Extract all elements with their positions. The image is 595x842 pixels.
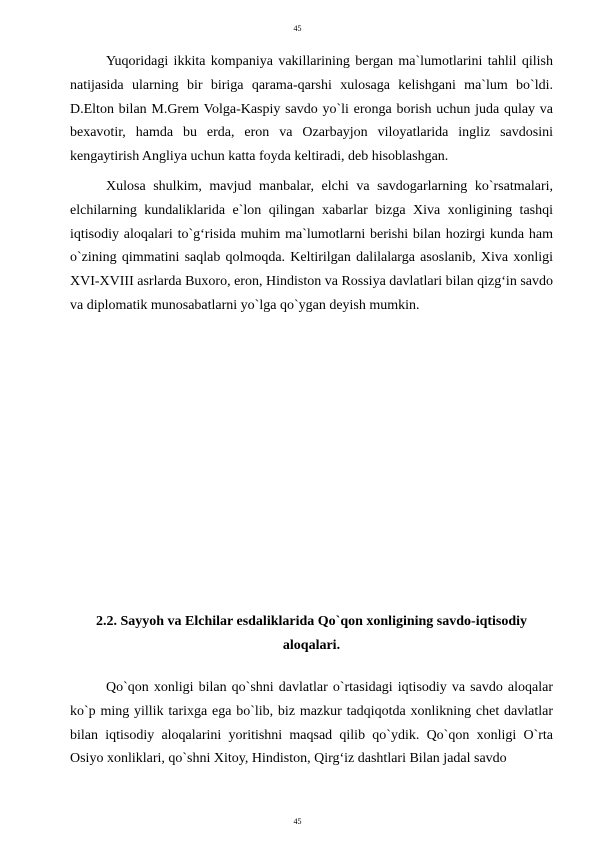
page-number-bottom: 45 <box>293 817 302 826</box>
paragraph-2: Xulosa shulkim, mavjud manbalar, elchi va savdogarlarning ko`rsatmalari, elchilarning kundaliklarida e`lon qilingan xabarlar bizga Xiva xonligining tashqi iqtisodiy aloqalari to`g‘risida muhim ma`lumotlarni berishi bilan hozirgi kunda ham o`zining qimmatini saqlab qolmoqda. Keltirilgan dalilalarga asoslanib, Xiva xonligi XVI-XVIII asrlarda Buxoro, eron, Hindiston va Rossiya davlatlari bilan qizg‘in savdo va diplomatik munosabatlarni yo`lga qo`ygan deyish mumkin. <box>70 179 553 313</box>
section-heading: 2.2. Sayyoh va Elchilar esdaliklarida Qo`qon xonligining savdo-iqtisodiy aloqalari. <box>95 614 528 653</box>
paragraph-3: Qo`qon xonligi bilan qo`shni davlatlar o`rtasidagi iqtisodiy va savdo aloqalar ko`p ming yillik tarixga ega bo`lib, biz mazkur tadqiqotda xonlikning chet davlatlar bilan iqtisodiy aloqalarini yoritishni maqsad qilib qo`ydik. Qo`qon xonligi O`rta Osiyo xonliklari, qo`shni Xitoy, Hindiston, Qirg‘iz dashtlari Bilan jadal savdo <box>70 680 553 767</box>
page-number-top: 45 <box>293 24 302 33</box>
paragraph-1: Yuqoridagi ikkita kompaniya vakillarining bergan ma`lumotlarini tahlil qilish natijasida ularning bir biriga qarama-qarshi xulosaga kelishgani ma`lum bo`ldi. D.Elton bilan M.Grem Volga-Kaspiy savdo yo`li eronga borish uchun juda qulay va bexavotir, hamda bu erda, eron va Ozarbayjon viloyatlarida ingliz savdosini kengaytirish Angliya uchun katta foyda keltiradi, deb hisoblashgan. <box>70 54 553 165</box>
